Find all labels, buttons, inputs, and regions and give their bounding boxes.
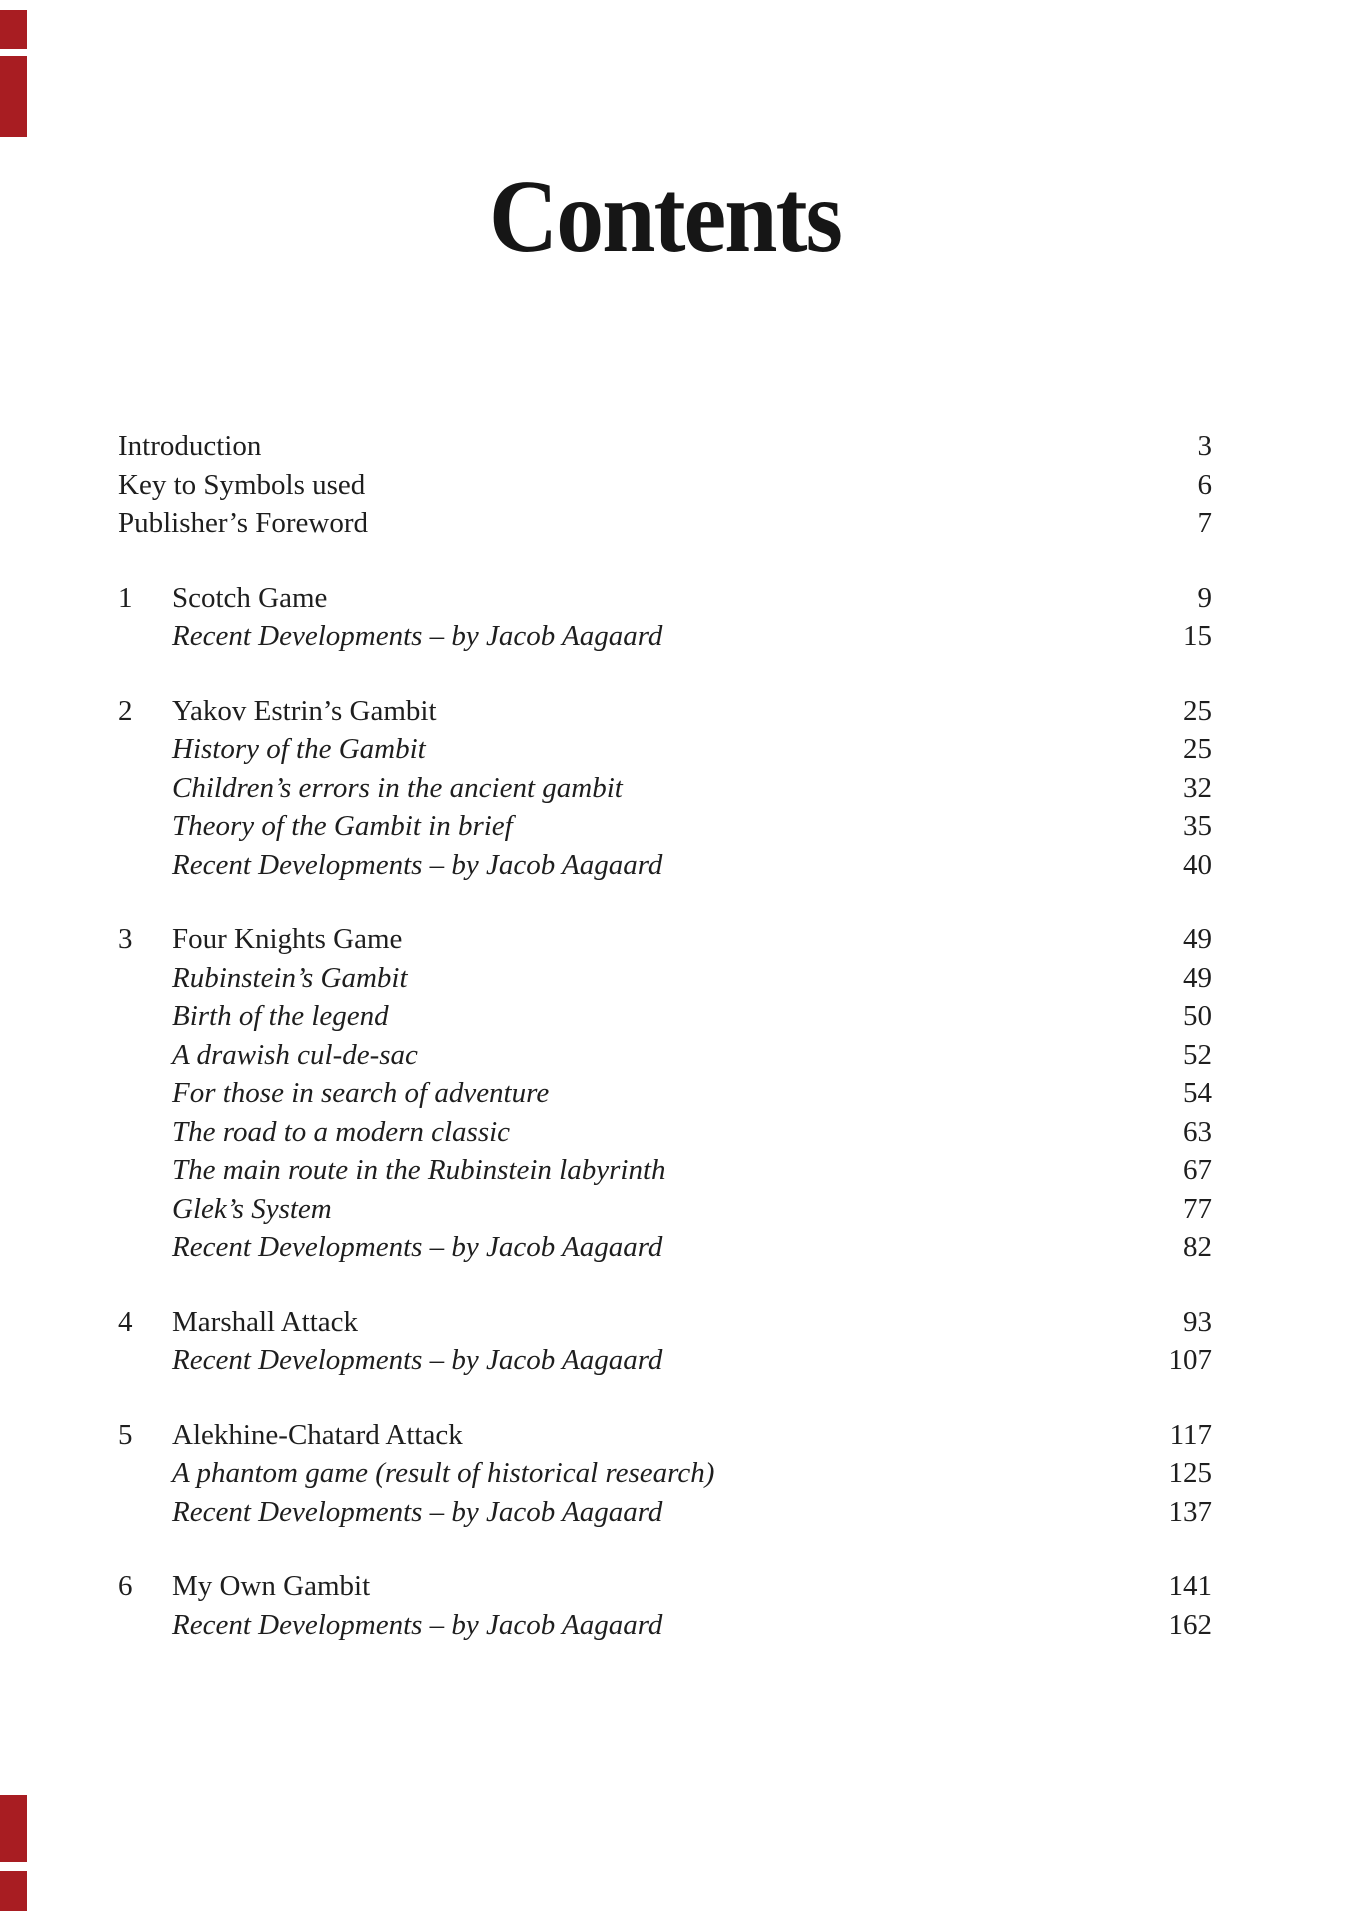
- toc-row: [118, 579, 1212, 618]
- toc-row: [118, 692, 1212, 731]
- toc-row: [118, 1606, 1212, 1645]
- chapter-block: [118, 1567, 1212, 1644]
- toc-row: [118, 1341, 1212, 1380]
- toc-row: [118, 1303, 1212, 1342]
- chapter-title: Yakov Estrin’s Gambit: [172, 694, 437, 727]
- page-title: Contents: [488, 159, 842, 274]
- chapter-block: [118, 920, 1212, 1267]
- toc-page-number: 67: [1183, 1154, 1212, 1186]
- toc-row: [118, 1493, 1212, 1532]
- section-label: Rubinstein’s Gambit: [172, 961, 408, 994]
- section-label: Theory of the Gambit in brief: [172, 810, 513, 842]
- chapter-title: Four Knights Game: [172, 923, 403, 955]
- toc-page-number: 35: [1183, 810, 1212, 842]
- section-label: The main route in the Rubinstein labyrinth: [172, 1154, 666, 1186]
- chapter-title: My Own Gambit: [172, 1570, 371, 1602]
- section-label: Recent Developments – by Jacob Aagaard: [172, 848, 663, 881]
- toc-row: [118, 1567, 1212, 1606]
- chapter-number: 4: [118, 1305, 133, 1338]
- chapter-number: 3: [118, 923, 133, 955]
- toc-row: [118, 769, 1212, 808]
- front-matter-label: Publisher’s Foreword: [118, 507, 368, 539]
- front-matter-label: Key to Symbols used: [118, 468, 366, 501]
- toc-row: [118, 730, 1212, 769]
- toc-row: [118, 1151, 1212, 1190]
- toc-page-number: 6: [1197, 468, 1212, 501]
- toc-page-number: 52: [1183, 1038, 1212, 1071]
- front-matter-block: [118, 427, 1212, 543]
- toc-row: [118, 846, 1212, 885]
- toc-row: [118, 1113, 1212, 1152]
- toc-row: [118, 1190, 1212, 1229]
- toc-row: [118, 427, 1212, 466]
- chapter-block: [118, 579, 1212, 656]
- toc-row: [118, 959, 1212, 998]
- chapter-number: 2: [118, 694, 133, 727]
- toc-page-number: 32: [1183, 771, 1212, 804]
- chapter-number: 5: [118, 1418, 133, 1451]
- toc-page-number: 15: [1183, 620, 1212, 652]
- toc-page-number: 9: [1197, 581, 1212, 614]
- toc-page-number: 25: [1183, 733, 1212, 765]
- toc-row: [118, 1454, 1212, 1493]
- toc-page-number: 141: [1168, 1570, 1212, 1602]
- section-label: Recent Developments – by Jacob Aagaard: [172, 1231, 663, 1263]
- section-label: History of the Gambit: [172, 733, 426, 765]
- toc-page-number: 40: [1183, 848, 1212, 881]
- toc-row: [118, 1228, 1212, 1267]
- toc-row: [118, 617, 1212, 656]
- section-label: For those in search of adventure: [172, 1077, 550, 1109]
- chapter-number: 6: [118, 1570, 133, 1602]
- toc-page-number: 49: [1183, 923, 1212, 955]
- section-label: Recent Developments – by Jacob Aagaard: [172, 1495, 663, 1528]
- page-edge-mark-bottom-2: [0, 1871, 27, 1911]
- toc-row: [118, 920, 1212, 959]
- toc-page-number: 107: [1168, 1344, 1212, 1376]
- page-edge-mark-top-1: [0, 10, 27, 49]
- toc-row: [118, 466, 1212, 505]
- section-label: A drawish cul-de-sac: [172, 1038, 418, 1071]
- chapter-block: [118, 692, 1212, 885]
- toc-page-number: 137: [1168, 1495, 1212, 1528]
- toc-row: [118, 1074, 1212, 1113]
- toc-page-number: 77: [1183, 1192, 1212, 1225]
- section-label: The road to a modern classic: [172, 1115, 511, 1148]
- toc-page-number: 125: [1168, 1457, 1212, 1489]
- page-edge-mark-top-2: [0, 56, 27, 137]
- table-of-contents: [118, 427, 1212, 1644]
- toc-page-number: 117: [1169, 1418, 1212, 1451]
- toc-page-number: 50: [1183, 1000, 1212, 1032]
- page-edge-mark-bottom-1: [0, 1795, 27, 1862]
- toc-page-number: 54: [1183, 1077, 1212, 1109]
- section-label: Birth of the legend: [172, 1000, 389, 1032]
- chapter-block: [118, 1416, 1212, 1532]
- toc-page-number: 3: [1197, 430, 1212, 462]
- toc-page-number: 63: [1183, 1115, 1212, 1148]
- section-label: A phantom game (result of historical research): [172, 1457, 715, 1489]
- toc-page-number: 82: [1183, 1231, 1212, 1263]
- toc-row: [118, 504, 1212, 543]
- toc-row: [118, 997, 1212, 1036]
- toc-row: [118, 807, 1212, 846]
- toc-row: [118, 1036, 1212, 1075]
- section-label: Recent Developments – by Jacob Aagaard: [172, 1344, 663, 1376]
- chapter-title: Marshall Attack: [172, 1305, 359, 1338]
- section-label: Children’s errors in the ancient gambit: [172, 771, 623, 804]
- toc-page-number: 49: [1183, 961, 1212, 994]
- section-label: Glek’s System: [172, 1192, 332, 1225]
- section-label: Recent Developments – by Jacob Aagaard: [172, 620, 663, 652]
- section-label: Recent Developments – by Jacob Aagaard: [172, 1608, 663, 1641]
- toc-page-number: 162: [1168, 1608, 1212, 1641]
- chapter-number: 1: [118, 581, 133, 614]
- chapter-title: Alekhine-Chatard Attack: [172, 1418, 463, 1451]
- chapter-block: [118, 1303, 1212, 1380]
- front-matter-label: Introduction: [118, 430, 262, 462]
- toc-page-number: 25: [1183, 694, 1212, 727]
- toc-page-number: 93: [1183, 1305, 1212, 1338]
- chapter-title: Scotch Game: [172, 581, 328, 614]
- toc-page-number: 7: [1197, 507, 1212, 539]
- toc-row: [118, 1416, 1212, 1455]
